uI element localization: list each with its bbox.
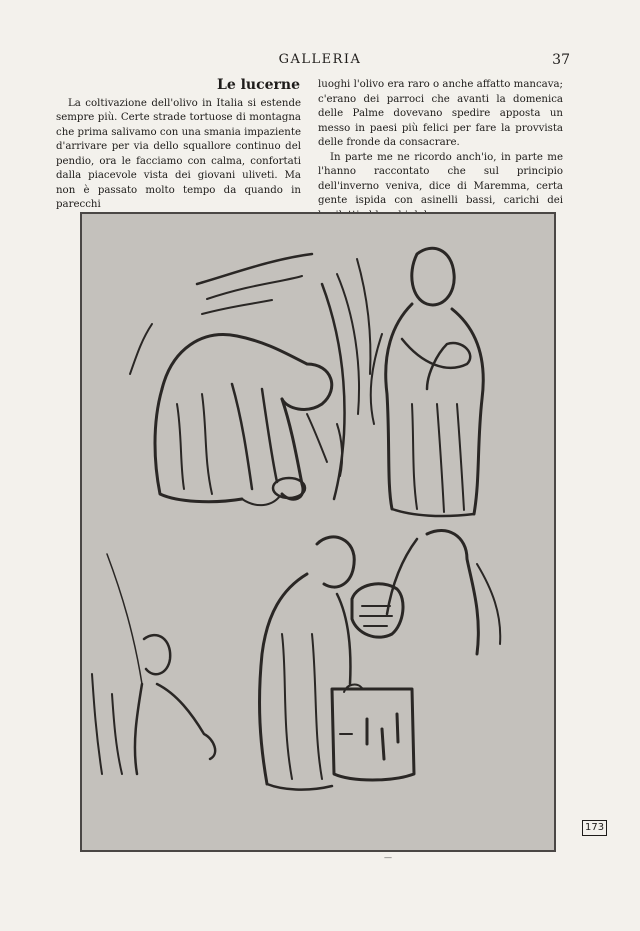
right-paragraph-2: In parte me ne ricordo anch'io, in parte me l'hanno raccontato che sul principio dell'inverno veniva, dice di Maremma, certa gente ispida con asinelli bassi, carichi dei (318, 151, 563, 206)
left-paragraph: La coltivazione dell'olivo in Italia si estende sempre più. Certe strade tortuose di montagna che prima salivamo con una smania impaziente d'arrivare per via dello squallore continuo del pendio, ora le facciamo con calma, confortati dalla piacevole vista dei giovani uliveti. Ma non è passato molto tempo da quando in parecchi (56, 97, 301, 210)
right-column (318, 78, 563, 223)
left-column (56, 78, 301, 213)
plate-number: 173 (582, 820, 607, 836)
page-number: 37 (552, 52, 570, 68)
running-title: GALLERIA (278, 52, 362, 67)
sketch-drawing (82, 214, 554, 850)
right-paragraph-1: luoghi l'olivo era raro o anche affatto mancava; c'erano dei parroci che avanti la domenica delle Palme dovevano spedire apposta un messo in paesi più felici per fare la provvista delle fronde da consacrare. (318, 79, 563, 148)
footer-mark: — (384, 853, 392, 862)
page-header (70, 52, 570, 72)
sketch-figure (80, 212, 556, 852)
article-columns (56, 78, 572, 208)
article-title: Le lucerne (216, 77, 300, 93)
